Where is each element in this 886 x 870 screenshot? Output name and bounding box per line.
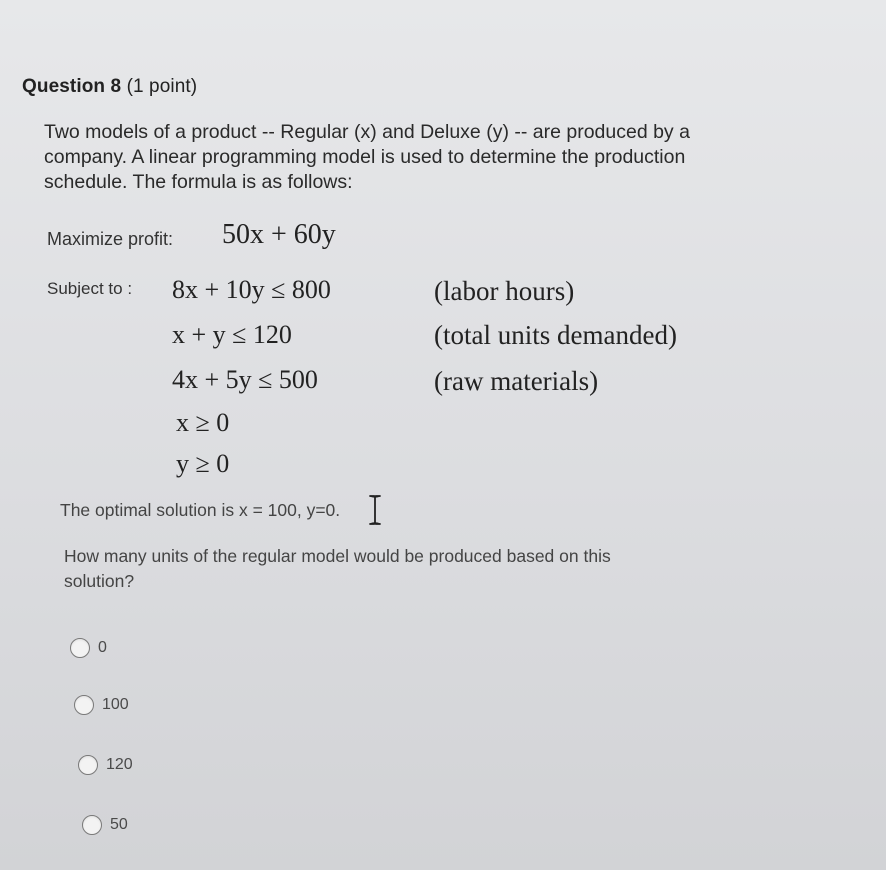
- optimal-solution-text: The optimal solution is x = 100, y=0.: [60, 500, 341, 520]
- objective-expression: 50x + 60y: [222, 219, 336, 250]
- radio-button-icon[interactable]: [82, 815, 102, 835]
- question-title: [22, 76, 197, 98]
- answer-option-label[interactable]: 120: [106, 756, 133, 773]
- prompt-line: schedule. The formula is as follows:: [44, 171, 353, 193]
- constraint-demand: x + y ≤ 120: [172, 320, 292, 349]
- radio-button-icon[interactable]: [74, 695, 94, 715]
- answer-option-100[interactable]: [74, 695, 129, 715]
- answer-option-label[interactable]: 50: [110, 816, 128, 833]
- constraint-note-demand: (total units demanded): [434, 320, 677, 350]
- objective-label: Maximize profit:: [47, 229, 174, 249]
- subject-to-label: Subject to :: [47, 279, 133, 298]
- answer-option-label[interactable]: 100: [102, 696, 129, 713]
- constraint-labor: 8x + 10y ≤ 800: [172, 275, 331, 304]
- question-points: (1 point): [126, 76, 198, 97]
- answer-option-50[interactable]: [82, 815, 128, 835]
- prompt-line: Two models of a product -- Regular (x) and Deluxe (y) -- are produced by a: [44, 121, 690, 143]
- answer-option-label[interactable]: 0: [98, 639, 107, 656]
- constraint-note-materials: (raw materials): [434, 366, 599, 396]
- answer-option-120[interactable]: [78, 755, 133, 775]
- question-stem: [64, 544, 784, 594]
- prompt-line: company. A linear programming model is used to determine the production: [44, 146, 686, 168]
- constraint-x-nonneg: x ≥ 0: [176, 408, 230, 437]
- question-number: Question 8: [22, 76, 122, 97]
- constraint-note-labor: (labor hours): [434, 276, 575, 306]
- question-stem-line: solution?: [64, 571, 135, 591]
- question-stem-line: How many units of the regular model would be produced based on this: [64, 546, 611, 566]
- text-cursor-icon: [369, 494, 381, 526]
- constraint-materials: 4x + 5y ≤ 500: [172, 365, 318, 394]
- radio-button-icon[interactable]: [78, 755, 98, 775]
- answer-option-0[interactable]: [70, 638, 107, 658]
- question-prompt: [44, 120, 824, 195]
- radio-button-icon[interactable]: [70, 638, 90, 658]
- constraint-y-nonneg: y ≥ 0: [176, 449, 230, 478]
